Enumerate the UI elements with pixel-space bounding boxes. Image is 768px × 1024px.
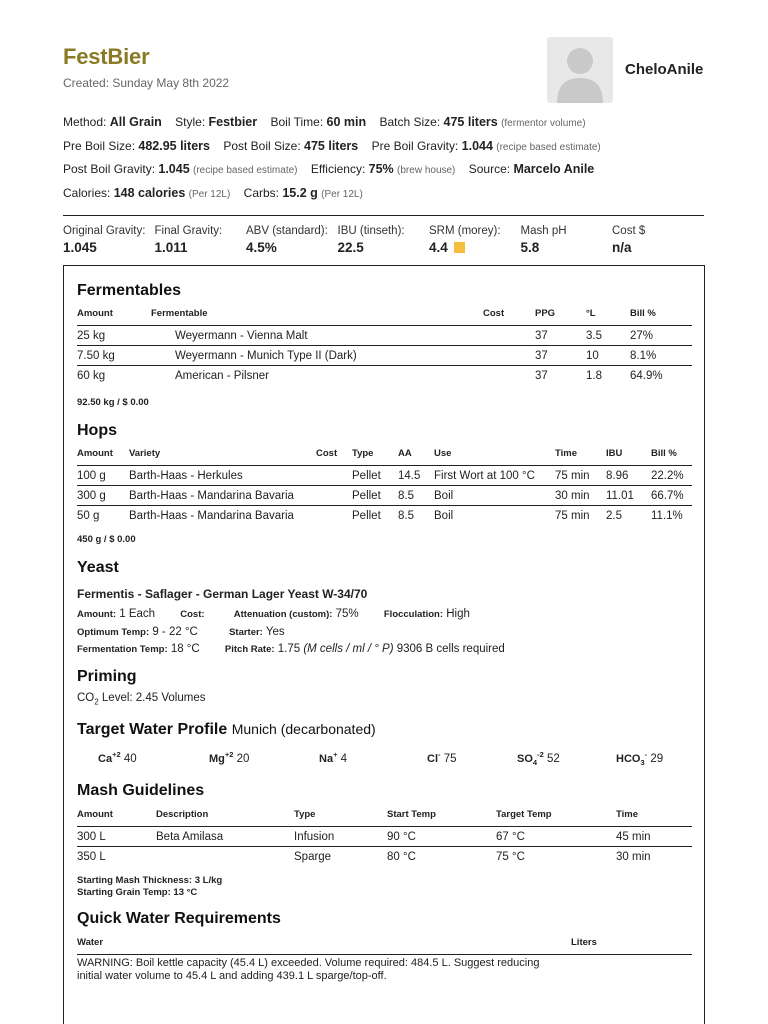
carbs-value: 15.2 g [282, 185, 318, 200]
created-date: Created: Sunday May 8th 2022 [63, 76, 230, 90]
ion-mg: $Mg^{+2}$ 20 [209, 750, 250, 765]
method-label: Method: [63, 115, 107, 129]
stat-abv [246, 225, 338, 255]
table-row: 50 g Barth-Haas - Mandarina Bavaria Pellet 8.5 Boil 75 min 2.5 11.1% [77, 510, 683, 522]
pre-boil-size-label: Pre Boil Size: [63, 138, 136, 153]
post-boil-gravity-label: Post Boil Gravity: [63, 162, 156, 176]
calories-note: (Per 12L) [188, 188, 231, 200]
fermentables-table [77, 308, 692, 385]
pre-boil-gravity-value: 1.044 [461, 138, 493, 153]
mash-heading: Mash Guidelines [77, 782, 205, 799]
pre-boil-gravity-note: (recipe based estimate) [496, 141, 601, 153]
table-header: Amount Variety Cost Type AA Use Time IBU Bill % [77, 448, 692, 466]
boil-time-value: 60 min [326, 115, 367, 129]
ph-value: 5.8 [520, 240, 540, 255]
carbs-note: (Per 12L) [321, 188, 363, 200]
efficiency-note: (brew house) [397, 165, 456, 176]
abv-label: ABV (standard): [246, 225, 328, 237]
fermentables-heading: Fermentables [77, 282, 182, 299]
col-amount: Amount [77, 308, 151, 326]
fg-value: 1.011 [154, 240, 188, 255]
priming-heading: Priming [77, 668, 137, 685]
table-row: 7.50 kg Weyermann - Munich Type II (Dark) 37 10 8.1% [77, 346, 692, 366]
calories-label: Calories: [63, 185, 111, 200]
stat-srm [429, 225, 521, 255]
stat-ph [521, 225, 613, 255]
batch-size-value: 475 liters [443, 115, 498, 129]
efficiency-label: Efficiency: [310, 162, 366, 176]
source-label: Source: [468, 162, 511, 176]
style-value: Festbier [208, 115, 258, 129]
table-row: 25 kg Weyermann - Vienna Malt 37 3.5 27% [77, 326, 692, 346]
abv-value: 4.5% [246, 240, 277, 255]
ibu-label: IBU (tinseth): [337, 225, 405, 237]
table-header: Amount Description Type Start Temp Target Temp Time [77, 809, 692, 827]
yeast-row-2: Optimum Temp: 9 - 22 °C Starter: Yes [77, 626, 285, 638]
recipe-header [63, 44, 229, 90]
yeast-optimum-temp: 9 - 22 °C [152, 626, 198, 638]
yeast-row-1: Amount: 1 Each Cost: Attenuation (custom): 75% Flocculation: High [77, 608, 470, 620]
srm-value: 4.4 [429, 240, 448, 255]
cost-label: Cost $ [612, 225, 646, 237]
meta-line-1 [63, 114, 703, 138]
col-bill: Bill % [630, 308, 692, 326]
table-row: 300 L Beta Amilasa Infusion 90 °C 67 °C 45 min [77, 827, 692, 847]
yeast-pitch-rate: 1.75 [277, 643, 301, 655]
stat-ibu [338, 225, 430, 255]
table-row: 100 g Barth-Haas - Herkules Pellet 14.5 First Wort at 100 °C 75 min 8.96 22.2% [77, 466, 692, 486]
stat-fg [155, 225, 247, 255]
ion-hco3: $HCO_3^-$ 29 [616, 750, 664, 768]
mash-notes [77, 875, 222, 899]
col-lovibond: °L [586, 308, 630, 326]
style-label: Style: [175, 115, 206, 129]
batch-size-note: (fermentor volume) [501, 118, 586, 129]
pitch-rate-note: 9306 B cells required [396, 643, 505, 655]
avatar[interactable] [547, 37, 613, 103]
boil-time-label: Boil Time: [270, 115, 324, 129]
carbs-label: Carbs: [243, 185, 280, 200]
meta-line-2 [63, 138, 703, 162]
ibu-value: 22.5 [337, 240, 364, 255]
ion-cl: Cl- 75 [427, 750, 457, 765]
col-ppg: PPG [535, 308, 586, 326]
pitch-rate-unit: (M cells / ml / ° P) [303, 643, 394, 655]
og-value: 1.045 [63, 240, 97, 255]
yeast-heading: Yeast [77, 559, 119, 576]
calories-value: 148 calories [113, 185, 186, 200]
batch-size-label: Batch Size: [379, 115, 441, 129]
warning-message: WARNING: Boil kettle capacity (45.4 L) exceeded. Volume required: 484.5 L. Suggest reducing initial water volume to 45.4 L and adding 439.1 L sparge/top-off. [77, 957, 540, 982]
divider [63, 215, 704, 216]
og-label: Original Gravity: [63, 225, 146, 237]
water-profile-name: Munich (decarbonated) [231, 721, 376, 737]
hops-heading: Hops [77, 422, 117, 439]
ion-na: Na+ 4 [319, 750, 348, 765]
yeast-name: Fermentis - Saflager - German Lager Yeast W-34/70 [77, 587, 368, 601]
stat-og [63, 225, 155, 255]
yeast-row-3: Fermentation Temp: 18 °C Pitch Rate: 1.75 (M cells / ml / ° P) 9306 B cells required [77, 643, 505, 655]
user-silhouette-icon [547, 37, 613, 103]
quick-water-table [77, 937, 692, 955]
fg-label: Final Gravity: [154, 225, 223, 237]
hops-table [77, 448, 692, 525]
pre-boil-size-value: 482.95 liters [138, 138, 210, 153]
username[interactable]: CheloAnile [625, 61, 704, 78]
table-row: 350 L Sparge 80 °C 75 °C 30 min [77, 851, 651, 863]
srm-color-swatch [454, 242, 465, 253]
meta-line-4 [63, 185, 703, 209]
mash-thickness: Starting Mash Thickness: 3 L/kg [77, 875, 223, 886]
table-header [77, 308, 692, 326]
yeast-ferm-temp: 18 °C [170, 643, 200, 655]
fermentables-total: 92.50 kg / $ 0.00 [77, 397, 149, 408]
yeast-amount: 1 Each [119, 608, 156, 620]
stat-cost [612, 225, 704, 255]
pre-boil-gravity-label: Pre Boil Gravity: [371, 138, 459, 153]
source-value: Marcelo Anile [513, 162, 595, 176]
table-row: 60 kg American - Pilsner 37 1.8 64.9% [77, 370, 663, 382]
yeast-flocculation: High [446, 608, 470, 620]
water-ions [98, 750, 698, 767]
efficiency-value: 75% [368, 162, 394, 176]
post-boil-gravity-note: (recipe based estimate) [193, 165, 298, 176]
recipe-meta [63, 114, 703, 208]
method-value: All Grain [109, 115, 162, 129]
meta-line-3 [63, 161, 703, 185]
recipe-title: FestBier [63, 44, 150, 69]
water-profile-heading: Target Water Profile Munich (decarbonated) [77, 721, 376, 738]
table-header: Water Liters [77, 937, 692, 955]
ph-label: Mash pH [520, 225, 567, 237]
stats-row [63, 225, 704, 255]
post-boil-size-value: 475 liters [304, 138, 359, 153]
grain-temp: Starting Grain Temp: 13 °C [77, 887, 198, 898]
ion-ca: $Ca^{+2}$ 40 [98, 750, 137, 765]
cost-value: n/a [612, 240, 632, 255]
ion-so4: $SO_4^{-2}$ 52 [517, 750, 560, 768]
yeast-starter: Yes [265, 626, 285, 638]
post-boil-gravity-value: 1.045 [158, 162, 190, 176]
quick-water-heading: Quick Water Requirements [77, 910, 281, 927]
col-fermentable: Fermentable [151, 308, 483, 326]
mash-table [77, 809, 692, 866]
post-boil-size-label: Post Boil Size: [223, 138, 301, 153]
co2-level: $CO_2$ Level: 2.45 Volumes [77, 692, 206, 707]
recipe-detail-box [63, 265, 705, 1024]
hops-total: 450 g / $ 0.00 [77, 534, 136, 545]
table-row: 300 g Barth-Haas - Mandarina Bavaria Pellet 8.5 Boil 30 min 11.01 66.7% [77, 486, 692, 506]
srm-label: SRM (morey): [429, 225, 501, 237]
yeast-attenuation: 75% [335, 608, 359, 620]
col-cost: Cost [483, 308, 535, 326]
